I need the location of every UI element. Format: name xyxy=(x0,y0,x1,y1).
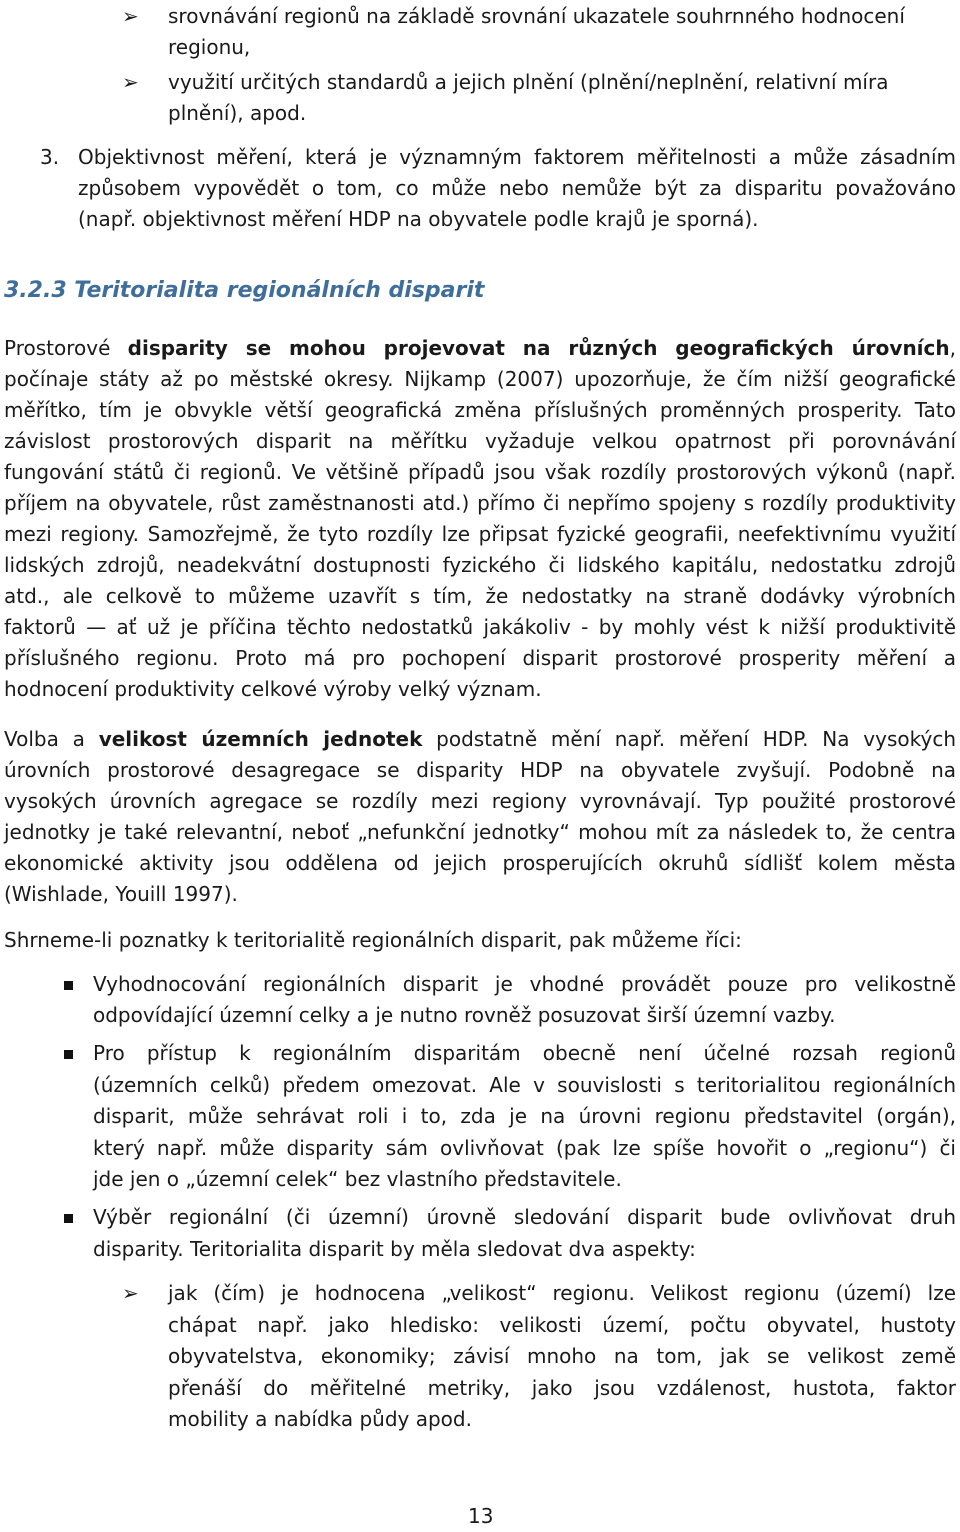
page-number: 13 xyxy=(468,1504,494,1528)
paragraph-line: úrovních prostorové desagregace se disparity HDP na obyvatele zvyšují. Podobně na xyxy=(4,758,956,782)
item-text: způsobem vypovědět o tom, co může nebo nemůže být za disparitu považováno xyxy=(78,176,956,200)
paragraph-line: mezi regiony. Samozřejmě, že tyto rozdíly lze připsat fyzické geografii, neefektivnímu využití xyxy=(4,522,956,546)
bullet-text: mobility a nabídka půdy apod. xyxy=(168,1407,472,1431)
bold-text: disparity se mohou projevovat na různých geografických úrovních xyxy=(127,336,950,360)
bullet-text: disparity. Teritorialita disparit by měla sledovat dva aspekty: xyxy=(93,1237,696,1261)
bullet-text: využití určitých standardů a jejich plnění (plnění/neplnění, relativní míra xyxy=(168,70,889,94)
bullet-text: disparit, může sehrávat roli i to, zda je na úrovni regionu představitel (orgán), xyxy=(93,1104,956,1128)
arrow-bullet-icon: ➢ xyxy=(122,70,139,94)
bullet-text: Výběr regionální (či územní) úrovně sledování disparit bude ovlivňovat druh xyxy=(93,1205,956,1229)
bullet-text: Pro přístup k regionálním disparitám obecně není účelné rozsah regionů xyxy=(93,1041,956,1065)
bullet-text: (územních celků) předem omezovat. Ale v souvislosti s teritorialitou regionálních xyxy=(93,1073,956,1097)
bullet-text: jak (čím) je hodnocena „velikost“ regionu. Velikost regionu (území) lze xyxy=(168,1281,956,1305)
text-run: Prostorové xyxy=(4,336,128,360)
square-bullet-icon xyxy=(64,1050,73,1059)
square-bullet-icon xyxy=(64,981,73,990)
bullet-text: plnění), apod. xyxy=(168,101,307,125)
bullet-text: chápat např. jako hledisko: velikosti území, počtu obyvatel, hustoty xyxy=(168,1313,956,1337)
paragraph-line: příslušného regionu. Proto má pro pochopení disparit prostorové prosperity měření a xyxy=(4,646,956,670)
paragraph-line: vysokých úrovních agregace se rozdíly mezi regiony vyrovnávají. Typ použité prostorové xyxy=(4,789,956,813)
bullet-text: odpovídající územní celky a je nutno rovněž posuzovat širší územní vazby. xyxy=(93,1003,836,1027)
paragraph-line: faktorů — ať už je příčina těchto nedostatků jakákoliv - by mohly vést k nižší produktivitě xyxy=(4,615,956,639)
arrow-bullet-icon: ➢ xyxy=(122,4,139,28)
paragraph-line: počínaje státy až po městské okresy. Nijkamp (2007) upozorňuje, že čím nižší geografické xyxy=(4,367,956,391)
paragraph-line: fungování států či regionů. Ve většině případů jsou však rozdíly prostorových výkonů (např. xyxy=(4,460,956,484)
bullet-text: jde jen o „územní celek“ bez vlastního představitele. xyxy=(93,1167,622,1191)
bullet-text: přenáší do měřitelné metriky, jako jsou vzdálenost, hustota, faktor xyxy=(168,1376,956,1400)
bold-text: velikost územních jednotek xyxy=(98,727,423,751)
paragraph-line: Shrneme-li poznatky k teritorialitě regionálních disparit, pak můžeme říci: xyxy=(4,928,742,952)
paragraph-line: atd., ale celkově to můžeme uzavřít s tím, že nedostatky na straně dodávky výrobních xyxy=(4,584,956,608)
paragraph-line xyxy=(4,333,956,364)
text-run: Volba a xyxy=(4,727,99,751)
paragraph-line: (Wishlade, Youill 1997). xyxy=(4,882,238,906)
paragraph-line: měřítko, tím je obvykle větší geografická změna příslušných proměnných prosperity. Tato xyxy=(4,398,956,422)
paragraph-line: příjem na obyvatele, růst zaměstnanosti atd.) přímo či nepřímo spojeny s rozdíly produktivity xyxy=(4,491,956,515)
paragraph-line: závislost prostorových disparit na měřítku vyžaduje velkou opatrnost při porovnávání xyxy=(4,429,956,453)
text-run: , xyxy=(949,336,956,360)
item-text: Objektivnost měření, která je významným faktorem měřitelnosti a může zásadním xyxy=(78,145,956,169)
arrow-bullet-icon: ➢ xyxy=(122,1281,139,1305)
bullet-text: Vyhodnocování regionálních disparit je vhodné provádět pouze pro velikostně xyxy=(93,972,956,996)
square-bullet-icon xyxy=(64,1214,73,1223)
bullet-text: obyvatelstva, ekonomiky; závisí mnoho na tom, jak se velikost země xyxy=(168,1344,956,1368)
paragraph-line xyxy=(4,724,956,755)
paragraph-line: jednotky je také relevantní, neboť „nefunkční jednotky“ mohou mít za následek to, že centra xyxy=(4,820,956,844)
paragraph-line: lidských zdrojů, neadekvátní dostupnosti fyzického či lidského kapitálu, nedostatku zdrojů xyxy=(4,553,956,577)
paragraph-line: hodnocení produktivity celkové výroby velký význam. xyxy=(4,677,542,701)
section-heading: 3.2.3 Teritorialita regionálních disparit xyxy=(4,278,485,303)
paragraph-line: ekonomické aktivity jsou oddělena od jejich prosperujících okruhů sídlišť kolem města xyxy=(4,851,956,875)
text-run: podstatně mění např. měření HDP. Na vysokých xyxy=(422,727,956,751)
bullet-text: regionu, xyxy=(168,35,251,59)
bullet-text: srovnávání regionů na základě srovnání ukazatele souhrnného hodnocení xyxy=(168,4,905,28)
bullet-text: který např. může disparity sám ovlivňovat (pak lze spíše hovořit o „regionu“) či xyxy=(93,1136,956,1160)
item-text: (např. objektivnost měření HDP na obyvatele podle krajů je sporná). xyxy=(78,207,759,231)
list-number: 3. xyxy=(40,145,60,169)
